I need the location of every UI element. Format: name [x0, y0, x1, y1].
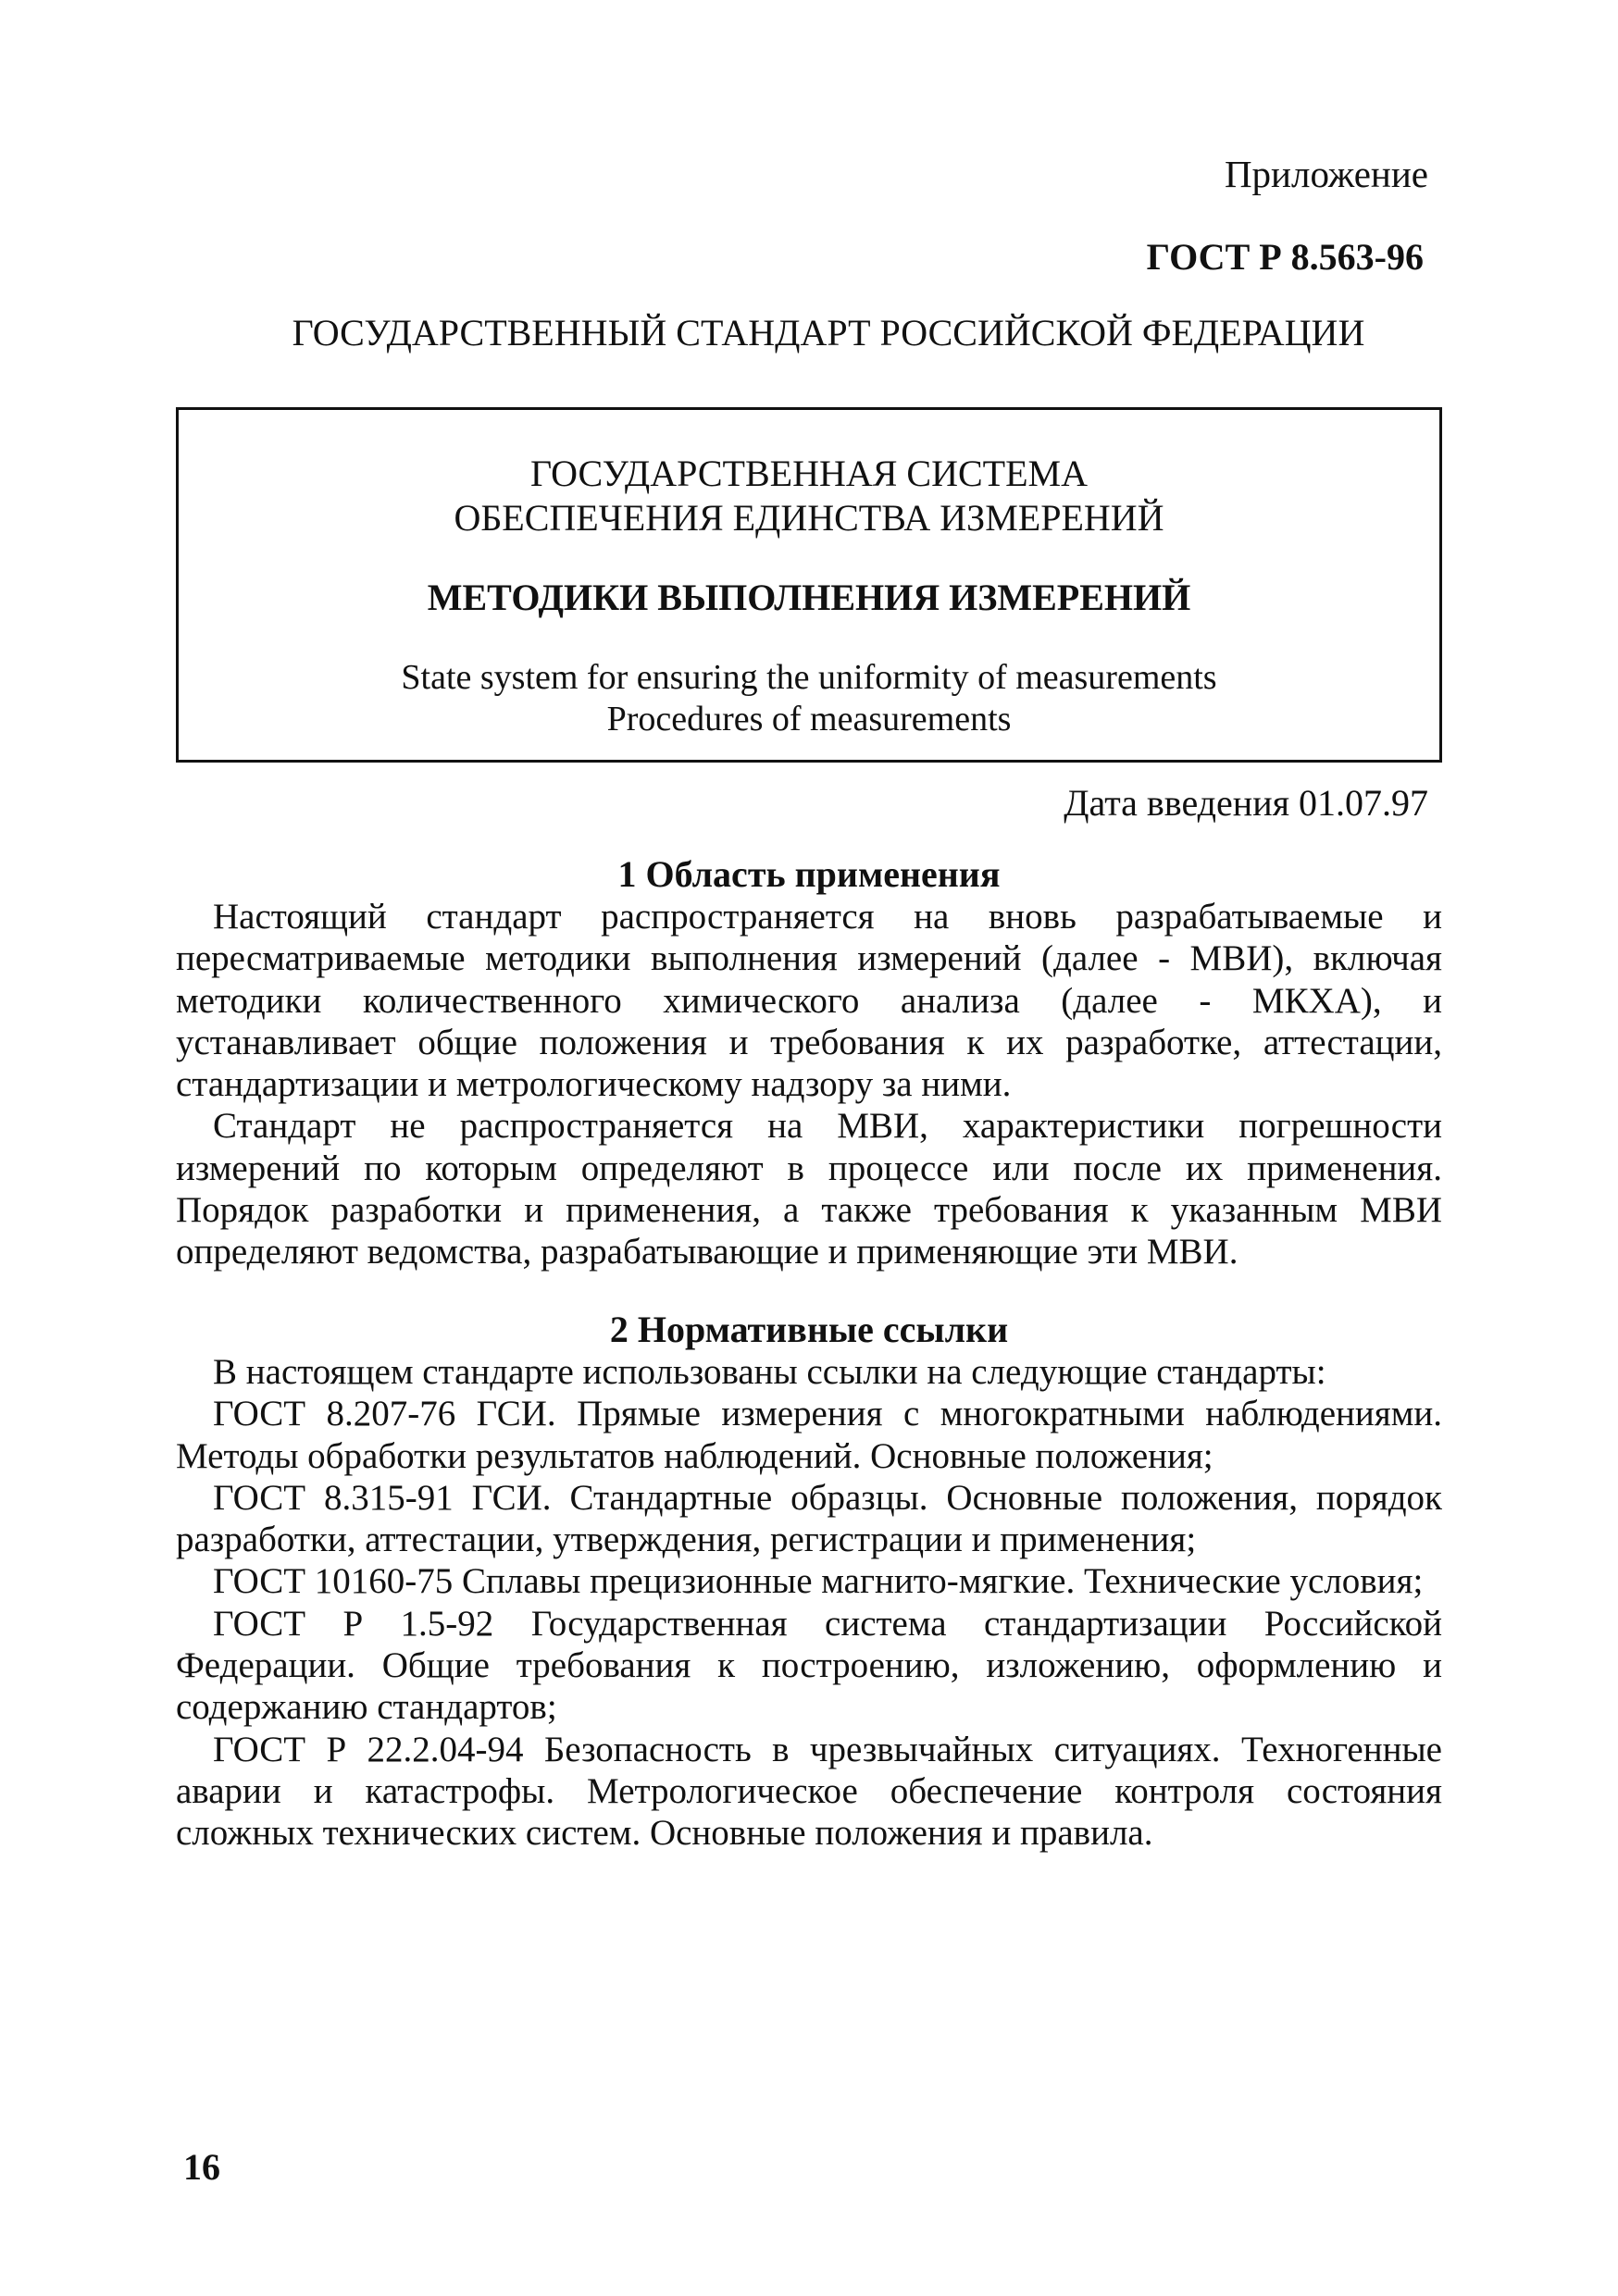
reference-item: ГОСТ Р 1.5-92 Государственная система стандартизации Российской Федерации. Общие требования к построению, изложению, оформлению и содержанию стандартов;: [176, 1603, 1442, 1728]
paragraph: В настоящем стандарте использованы ссылки на следующие стандарты:: [213, 1352, 1326, 1392]
main-title: МЕТОДИКИ ВЫПОЛНЕНИЯ ИЗМЕРЕНИЙ: [427, 577, 1191, 618]
appendix-label: Приложение: [1224, 153, 1428, 195]
page-number: 16: [183, 2146, 220, 2188]
system-title-line-1: ГОСУДАРСТВЕННАЯ СИСТЕМА: [530, 453, 1088, 494]
gost-code: ГОСТ Р 8.563-96: [1146, 236, 1424, 278]
title-box: [176, 407, 1442, 763]
english-title: [179, 657, 1439, 740]
section-heading: 1 Область применения: [617, 853, 1001, 895]
system-title-line-2: ОБЕСПЕЧЕНИЯ ЕДИНСТВА ИЗМЕРЕНИЙ: [454, 497, 1164, 539]
section-normative-references: [176, 1309, 1442, 1855]
reference-item: ГОСТ Р 22.2.04-94 Безопасность в чрезвычайных ситуациях. Техногенные аварии и катастрофы. Метрологическое обеспечение контроля состояния сложных технических систем. Основные положения и правила.: [176, 1729, 1442, 1854]
state-standard-heading: ГОСУДАРСТВЕННЫЙ СТАНДАРТ РОССИЙСКОЙ ФЕДЕРАЦИИ: [292, 312, 1365, 354]
section-scope: [176, 853, 1442, 1273]
system-title: [179, 452, 1439, 540]
intro-date: Дата введения 01.07.97: [1064, 782, 1428, 824]
english-title-line-2: Procedures of measurements: [606, 700, 1012, 738]
reference-item: ГОСТ 8.207-76 ГСИ. Прямые измерения с многократными наблюдениями. Методы обработки результатов наблюдений. Основные положения;: [176, 1394, 1442, 1476]
english-title-line-1: State system for ensuring the uniformity of measurements: [401, 658, 1217, 697]
reference-item: ГОСТ 10160-75 Сплавы прецизионные магнито-мягкие. Технические условия;: [213, 1561, 1424, 1602]
paragraph: Настоящий стандарт распространяется на вновь разрабатываемые и пересматриваемые методики выполнения измерений (далее - МВИ), включая методики количественного химического анализа (далее - МКХА), и устанавливает общие положения и требования к их разработке, аттестации, стандартизации и метрологическому надзору за ними.: [176, 897, 1442, 1105]
section-heading: 2 Нормативные ссылки: [609, 1309, 1009, 1350]
reference-item: ГОСТ 8.315-91 ГСИ. Стандартные образцы. Основные положения, порядок разработки, аттестации, утверждения, регистрации и применения;: [176, 1477, 1442, 1560]
paragraph: Стандарт не распространяется на МВИ, характеристики погрешности измерений по которым определяют в процессе или после их применения. Порядок разработки и применения, а также требования к указанным МВИ определяют ведомства, разрабатывающие и применяющие эти МВИ.: [176, 1106, 1442, 1272]
